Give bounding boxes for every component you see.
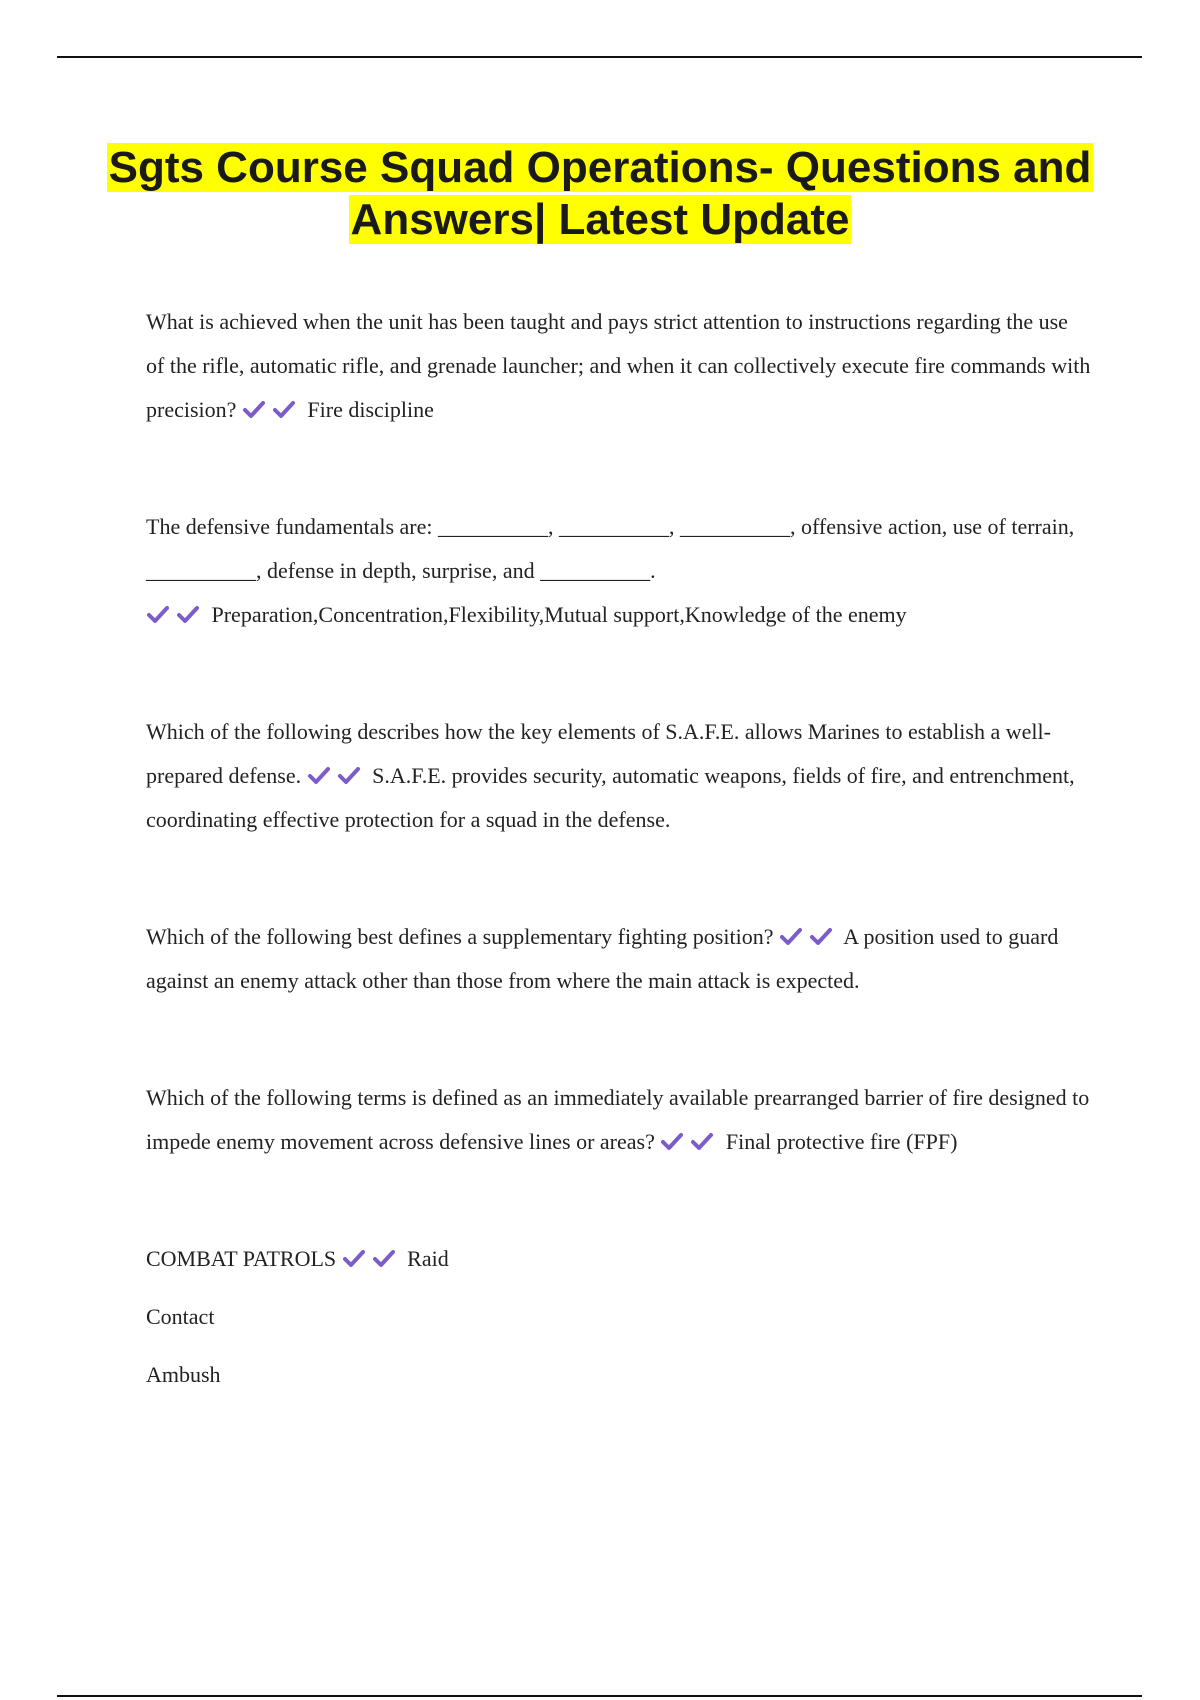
- document-title: Sgts Course Squad Operations- Questions and Answers| Latest Update: [108, 143, 1092, 244]
- question-text: Which of the following terms is defined as an immediately available prearranged barrier of fire designed to impede enemy movement across defensive lines or areas?: [146, 1085, 1090, 1154]
- checkmark-icon: [779, 927, 803, 947]
- checkmark-icon: [146, 605, 170, 625]
- answer-text: S.A.F.E. provides security, automatic weapons, fields of fire, and entrenchment, coordinating effective protection for a squad in the defense.: [146, 763, 1075, 832]
- answer-text: Preparation,Concentration,Flexibility,Mutual support,Knowledge of the enemy: [211, 602, 907, 627]
- double-checkmark-icon: [307, 763, 367, 788]
- answer-text: Final protective fire (FPF): [725, 1129, 958, 1154]
- answer-text: Raid: [407, 1246, 449, 1271]
- question-text: The defensive fundamentals are: __________, __________, __________, offensive action, use of terrain, __________, defense in depth, surprise, and __________.: [146, 514, 1075, 583]
- qa-item-3: [146, 710, 1091, 842]
- qa-item-1: [146, 300, 1091, 432]
- qa-item-5: [146, 1076, 1091, 1164]
- question-text: What is achieved when the unit has been taught and pays strict attention to instructions regarding the use of the rifle, automatic rifle, and grenade launcher; and when it can collectively execute fire commands with precision?: [146, 309, 1091, 422]
- qa-list: [146, 300, 1091, 1397]
- qa-item-6: [146, 1237, 1091, 1281]
- checkmark-icon: [690, 1132, 714, 1152]
- question-text: COMBAT PATROLS: [146, 1246, 337, 1271]
- double-checkmark-icon: [779, 924, 839, 949]
- question-text: Which of the following describes how the key elements of S.A.F.E. allows Marines to establish a well- prepared defense.: [146, 719, 1051, 788]
- question-text: Which of the following best defines a supplementary fighting position?: [146, 924, 774, 949]
- answer-extra-line: Contact: [146, 1304, 215, 1329]
- top-divider: [57, 56, 1142, 58]
- checkmark-icon: [272, 400, 296, 420]
- checkmark-icon: [337, 766, 361, 786]
- qa-item-2: [146, 505, 1091, 637]
- double-checkmark-icon: [146, 602, 206, 627]
- answer-text: Fire discipline: [307, 397, 434, 422]
- checkmark-icon: [809, 927, 833, 947]
- double-checkmark-icon: [242, 397, 302, 422]
- checkmark-icon: [307, 766, 331, 786]
- answer-extra-line: Ambush: [146, 1362, 221, 1387]
- checkmark-icon: [372, 1249, 396, 1269]
- checkmark-icon: [176, 605, 200, 625]
- answer-text: A position used to guard against an enemy attack other than those from where the main attack is expected.: [146, 924, 1059, 993]
- checkmark-icon: [342, 1249, 366, 1269]
- qa-item-4: [146, 915, 1091, 1003]
- checkmark-icon: [242, 400, 266, 420]
- checkmark-icon: [660, 1132, 684, 1152]
- double-checkmark-icon: [660, 1129, 720, 1154]
- bottom-divider: [57, 1695, 1142, 1697]
- double-checkmark-icon: [342, 1246, 402, 1271]
